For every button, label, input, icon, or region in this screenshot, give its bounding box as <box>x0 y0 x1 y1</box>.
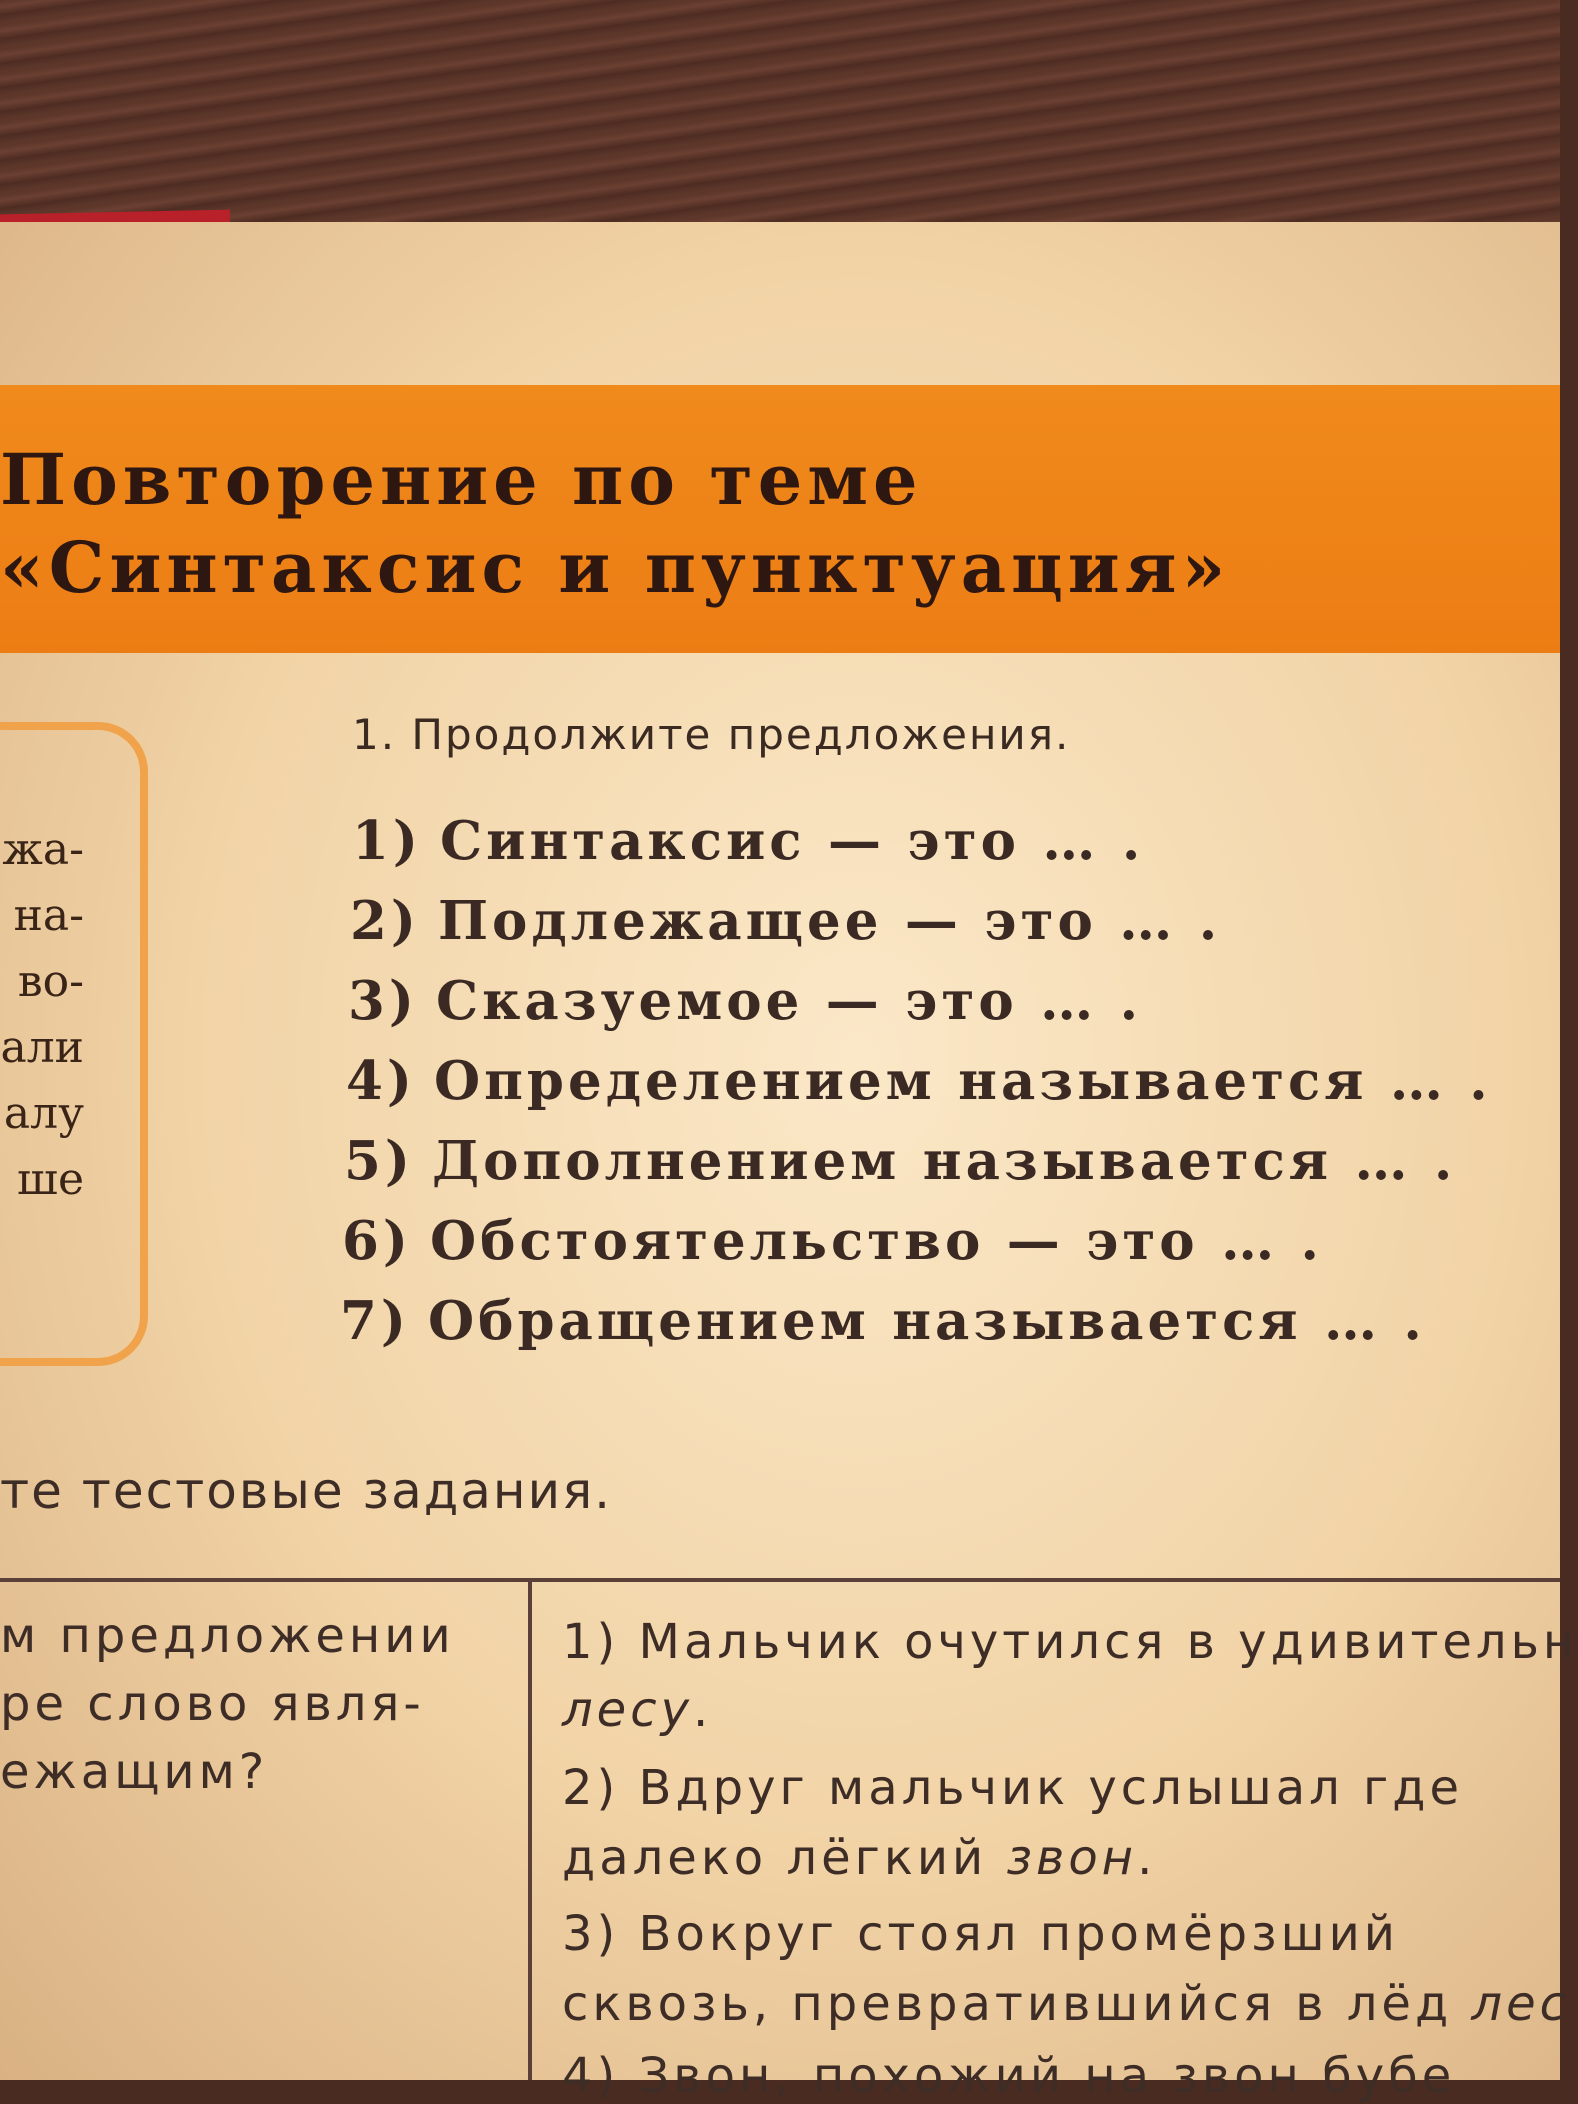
item-number: 5) <box>344 1130 414 1192</box>
item-text: Определением называется … . <box>433 1050 1492 1112</box>
item-text: Обстоятельство — это … . <box>429 1210 1324 1272</box>
side-note-line: жа- <box>2 824 84 875</box>
answer-3-line-1: 3) Вокруг стоял промёрзший <box>562 1906 1399 1962</box>
side-note-line: на- <box>13 890 84 941</box>
list-item <box>352 810 1144 872</box>
question-line: ре слово явля- <box>0 1676 425 1732</box>
item-text: Подлежащее — это … . <box>437 890 1222 952</box>
answer-1-italic-word: лесу <box>562 1682 694 1738</box>
side-note-line: алу <box>3 1088 84 1139</box>
answer-3-italic-word: лес <box>1471 1976 1571 2032</box>
list-item <box>344 1130 1456 1192</box>
list-item <box>342 1210 1323 1272</box>
item-text: Дополнением называется … . <box>431 1130 1457 1192</box>
answer-2-text: далеко лёгкий <box>562 1830 1007 1886</box>
item-number: 2) <box>350 890 420 952</box>
list-item <box>348 970 1142 1032</box>
item-text: Сказуемое — это … . <box>435 970 1143 1032</box>
answer-4-partial: 4) Звон, похожий на звон бубе <box>562 2048 1456 2104</box>
side-note-line: али <box>0 1022 84 1073</box>
list-item <box>350 890 1221 952</box>
item-text: Обращением называется … . <box>427 1290 1426 1352</box>
list-item <box>346 1050 1492 1112</box>
question-line: м предложении <box>0 1608 455 1664</box>
item-number: 6) <box>342 1210 412 1272</box>
page-title-line-2: «Синтаксис и пунктуация» <box>0 526 1231 609</box>
side-note-line: ше <box>17 1154 84 1205</box>
table-surface <box>0 0 1560 240</box>
table-column-divider <box>528 1578 532 2080</box>
item-number: 1) <box>352 810 422 872</box>
item-number: 7) <box>340 1290 410 1352</box>
answer-2-line-2 <box>562 1830 1156 1886</box>
item-number: 3) <box>348 970 418 1032</box>
answer-2-italic-word: звон <box>1006 1830 1138 1886</box>
list-item <box>340 1290 1426 1352</box>
answer-1-end: . <box>693 1682 713 1738</box>
answer-3-text: сквозь, превратившийся в лёд <box>562 1976 1472 2032</box>
item-number: 4) <box>346 1050 416 1112</box>
side-note-line: во- <box>17 956 84 1007</box>
answer-2-line-1: 2) Вдруг мальчик услышал где <box>562 1760 1463 1816</box>
answer-1-line-1: 1) Мальчик очутился в удивительн <box>562 1614 1578 1670</box>
question-line: ежащим? <box>0 1744 269 1800</box>
answer-1-line-2 <box>562 1682 712 1738</box>
task-2-heading: те тестовые задания. <box>0 1462 613 1520</box>
answer-3-line-2 <box>562 1976 1570 2032</box>
task-1-heading: 1. Продолжите предложения. <box>352 710 1071 759</box>
page-title-line-1: Повторение по теме <box>0 438 923 521</box>
table-top-rule <box>0 1578 1560 1582</box>
item-text: Синтаксис — это … . <box>439 810 1145 872</box>
answer-2-end: . <box>1137 1830 1157 1886</box>
